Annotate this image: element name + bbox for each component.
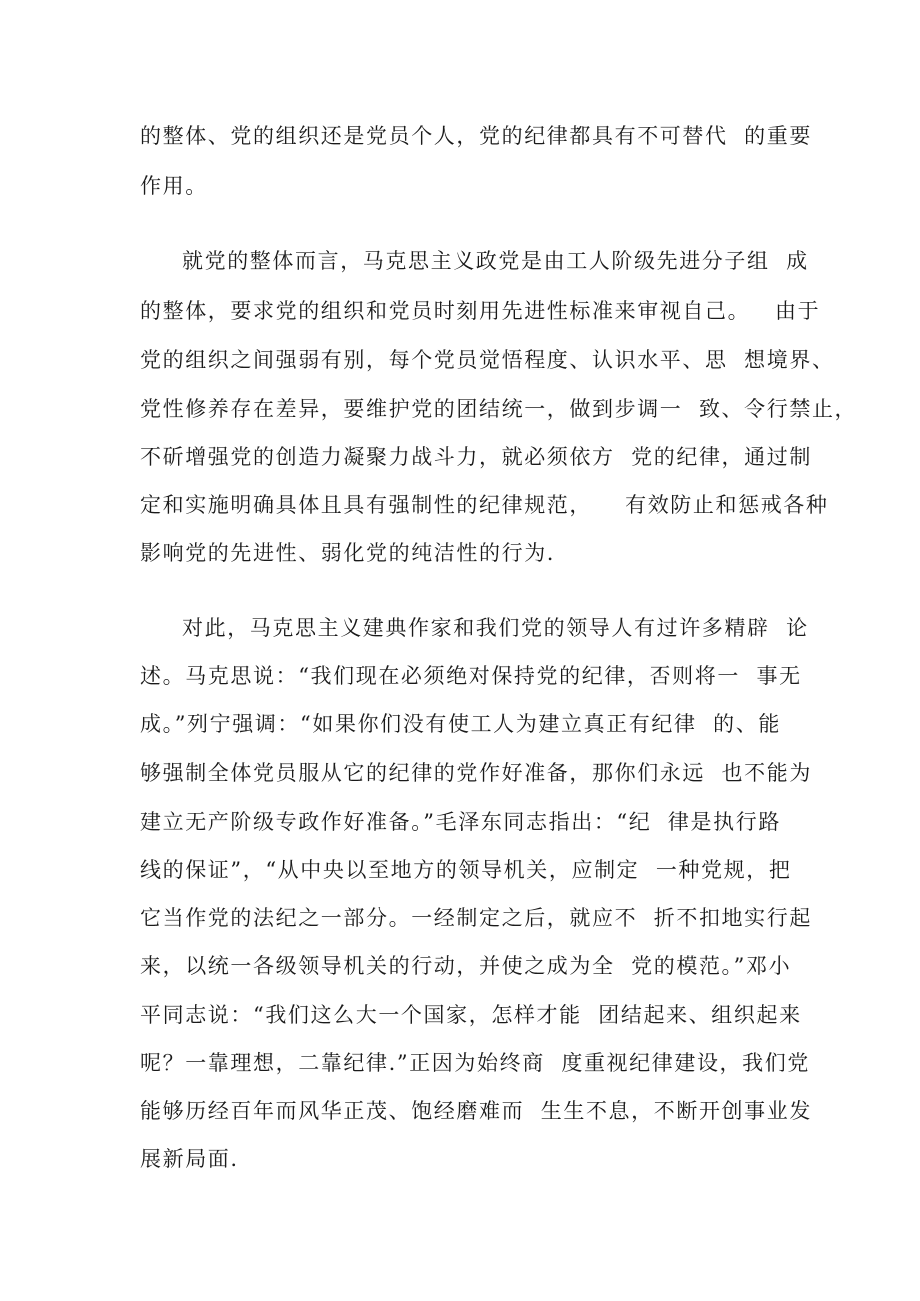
paragraph-2-line-1: 就党的整体而言，马克思主义政党是由工人阶级先进分子组 成 [182,249,809,273]
paragraph-2-line-2: 的整体，要求党的组织和党员时刻用先进性标准来审视自己。 由于 [140,299,821,323]
paragraph-3-line-11: 能够历经百年而风华正茂、饱经磨难而 生生不息，不断开创事业发 [140,1099,812,1123]
paragraph-2-line-3: 党的组织之间强弱有别，每个党员觉悟程度、认识水平、思 想境界、 [140,348,835,372]
paragraph-3-line-7: 它当作党的法纪之一部分。一经制定之后，就应不 折不扣地实行起 [140,906,812,930]
paragraph-2-line-6: 定和实施明确具体且具有强制性的纪律规范， 有效防止和惩戒各种 [140,493,829,517]
paragraph-3-line-4: 够强制全体党员服从它的纪律的党作好准备，那你们永远 也不能为 [140,761,812,785]
paragraph-1-line-1: 的整体、党的组织还是党员个人，党的纪律都具有不可替代 的重要 [140,124,812,148]
paragraph-1-line-2: 作用。 [140,174,208,198]
paragraph-3-line-5: 建立无产阶级专政作好准备。”毛泽东同志指出：“纪 律是执行路 [140,810,781,834]
paragraph-3-line-6: 线的保证”，“从中央以至地方的领导机关，应制定 一种党规，把 [140,858,792,882]
paragraph-3-line-3: 成。”列宁强调：“如果你们没有使工人为建立真正有纪律 的、能 [140,712,781,736]
paragraph-3-line-10: 呢？一靠理想，二靠纪律.”正因为始终商 度重视纪律建设，我们党 [140,1051,810,1075]
paragraph-3-line-1: 对此，马克思主义建典作家和我们党的领导人有过许多精辟 论 [182,616,809,640]
paragraph-2-line-4: 党性修养存在差异，要维护党的团结统一，做到步调一 致、令行禁止， [140,397,858,421]
paragraph-3-line-2: 述。马克思说：“我们现在必须绝对保持党的纪律，否则将一 事无 [140,664,802,688]
paragraph-2-line-7: 影响党的先进性、弱化党的纯洁性的行为. [140,541,556,565]
paragraph-3-line-9: 平同志说：“我们这么大一个国家，怎样才能 团结起来、组织起来 [140,1003,802,1027]
paragraph-3-line-12: 展新局面. [140,1147,239,1171]
paragraph-3-line-8: 来，以统一各级领导机关的行动，并使之成为全 党的模范。”邓小 [140,954,792,978]
paragraph-2-line-5: 不斫增强党的创造力凝聚力战斗力，就必须依方 党的纪律，通过制 [140,445,812,469]
